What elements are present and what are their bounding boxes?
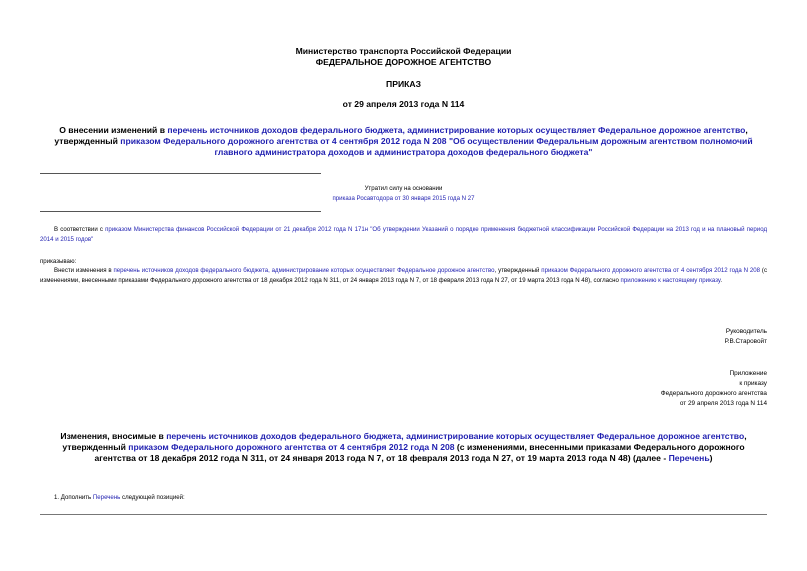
title-link-order-208[interactable]: приказом Федерального дорожного агентства от 4 сентября 2012 года N 208 "Об осуществлении Федеральным дорожным агентством полномочий главного администратора доходов и администратора доходов федерального бюджета" — [120, 136, 753, 157]
changes-link-order-208[interactable]: приказом Федерального дорожного агентства от 4 сентября 2012 года N 208 — [128, 442, 455, 452]
item-1-link-list[interactable]: Перечень — [92, 494, 121, 501]
signature-name: Р.В.Старовойт — [724, 338, 767, 345]
body-link-order-208[interactable]: приказом Федерального дорожного агентства от 4 сентября 2012 года N 208 — [541, 267, 761, 274]
changes-text-3: (с изменениями, внесенными приказами Федерального дорожного агентства от 18 декабря 2012 года N 311, от 24 января 2013 года N 7, от 18 февраля 2013 года N 27, от 19 марта 2013 года N 48) (далее - — [94, 442, 745, 463]
divider-bottom — [40, 211, 321, 212]
preamble-link-minfin-order[interactable]: приказом Министерства финансов Российской Федерации от 21 декабря 2012 года N 171н "Об утверждении Указаний о порядке применения бюджетной классификации Российской Федерации на 2013 год и на плановый период 2014 и 2015 годов" — [40, 226, 768, 243]
title-link-revenue-list[interactable]: перечень источников доходов федерального бюджета, администрирование которых осуществляет Федеральное дорожное агентство — [167, 125, 746, 135]
changes-link-revenue-list[interactable]: перечень источников доходов федерального бюджета, администрирование которых осуществляет Федеральное дорожное агентство — [166, 431, 745, 441]
appendix-date: от 29 апреля 2013 года N 114 — [679, 400, 767, 407]
invalid-note-link[interactable]: приказа Росавтодора от 30 января 2015 года N 27 — [332, 195, 475, 202]
changes-text-2: , утвержденный — [62, 431, 747, 452]
body-link-appendix[interactable]: приложению к настоящему приказу — [620, 276, 721, 284]
document-type: ПРИКАЗ — [386, 79, 421, 89]
preamble-paragraph — [40, 225, 767, 244]
invalid-note-link-wrap — [0, 194, 807, 204]
divider-top — [40, 173, 321, 174]
body-text-4: . — [720, 276, 723, 284]
appendix-to-order: к приказу — [739, 380, 767, 387]
body-link-revenue-list[interactable]: перечень источников доходов федерального бюджета, администрирование которых осуществляет Федеральное дорожное агентство — [113, 267, 495, 274]
item-1 — [54, 493, 185, 503]
bottom-divider — [40, 514, 767, 515]
changes-link-list[interactable]: Перечень — [668, 453, 710, 463]
signature-role: Руководитель — [725, 328, 767, 335]
appendix-label: Приложение — [729, 370, 767, 377]
preamble-text: В соответствии с — [54, 226, 106, 233]
document-date: от 29 апреля 2013 года N 114 — [342, 99, 465, 109]
body-paragraph — [40, 266, 767, 285]
item-1-text-1: 1. Дополнить — [54, 494, 93, 501]
invalid-note-text: Утратил силу на основании — [364, 185, 443, 192]
changes-text-4: ) — [709, 453, 713, 463]
title-text-1: О внесении изменений в — [59, 125, 168, 135]
order-word: приказываю: — [40, 258, 77, 265]
ministry-name: Министерство транспорта Российской Федерации — [295, 46, 512, 56]
body-text-3: (с изменениями, внесенными приказами Федерального дорожного агентства от 18 декабря 2012 года N 311, от 24 января 2013 года N 7, от 18 февраля 2013 года N 27, от 19 марта 2013 года N 48), согласно — [40, 267, 768, 284]
body-text-2: , утвержденный — [494, 267, 542, 274]
appendix-agency: Федерального дорожного агентства — [660, 390, 767, 397]
agency-name: ФЕДЕРАЛЬНОЕ ДОРОЖНОЕ АГЕНТСТВО — [315, 57, 492, 67]
document-title — [40, 125, 767, 158]
changes-text-1: Изменения, вносимые в — [60, 431, 167, 441]
title-text-2: , утвержденный — [54, 125, 748, 146]
item-1-text-2: следующей позицией: — [120, 494, 185, 501]
body-text-1: Внести изменения в — [54, 267, 114, 274]
changes-title — [46, 431, 761, 464]
